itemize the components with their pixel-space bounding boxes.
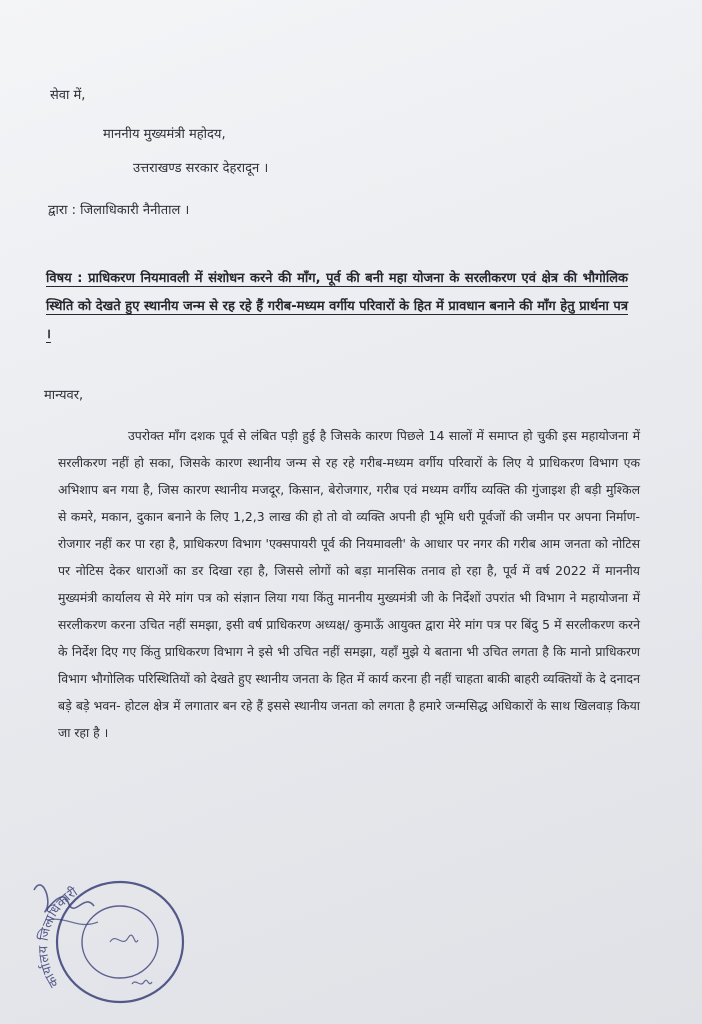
salutation: मान्यवर, bbox=[44, 388, 84, 403]
addressee-line-3: उत्तराखण्ड सरकार देहरादून । bbox=[133, 161, 269, 176]
stamp-text: कार्यालय जिलाधिकारी bbox=[36, 884, 81, 990]
office-stamp bbox=[28, 872, 188, 1012]
letter-body-text: उपरोक्त माँग दशक पूर्व से लंबित पड़ी हुई है जिसके कारण पिछले 14 सालों में समाप्त हो चुकी इस महायोजना में सरलीकरण नहीं हो सका, जिसके कारण स्थानीय जन्म से रह रहे गरीब-मध्यम वर्गीय परिवारों के लिए ये प्राधिकरण विभाग एक अभिशाप बन गया है, जिस कारण स्थानीय मजदूर, किसान, बेरोजगार, गरीब एवं मध्यम वर्गीय व्यक्ति की गुंजाइश ही बड़ी मुश्किल से कमरे, मकान, दुकान बनाने के लिए 1,2,3 लाख की हो तो वो व्यक्ति अपनी ही भूमि धरी पूर्वजों की जमीन पर अपना निर्माण-रोजगार नहीं कर पा रहा है, प्राधिकरण विभाग 'एक्सपायरी पूर्व की नियमावली' के आधार पर नगर की गरीब आम जनता को नोटिस पर नोटिस देकर धाराओं का डर दिखा रहा है, जिससे लोगों को बड़ा मानसिक तनाव हो रहा है, पूर्व में वर्ष 2022 में माननीय मुख्यमंत्री कार्यालय से मेरे मांग पत्र को संज्ञान लिया गया किंतु माननीय मुख्यमंत्री जी के निर्देशों उपरांत भी विभाग ने महायोजना में सरलीकरण करना उचित नहीं समझा, इसी वर्ष प्राधिकरण अध्यक्ष/ कुमाऊँ आयुक्त द्वारा मेरे मांग पत्र पर बिंदु 5 में सरलीकरण करने के निर्देश दिए गए किंतु प्राधिकरण विभाग ने इसे भी उचित नहीं समझा, यहाँ मुझे ये बताना भी उचित लगता है कि मानो प्राधिकरण विभाग भौगोलिक परिस्थितियों को देखते हुए स्थानीय जनता के हित में कार्य करना ही नहीं चाहता बाकी बाहरी व्यक्तियों के दे दनादन बड़े बड़े भवन- होटल क्षेत्र में लगातार बन रहे हैं इससे स्थानीय जनता को लगता है हमारे जन्मसिद्ध अधिकारों के साथ खिलवाड़ किया जा रहा है । bbox=[58, 428, 640, 740]
addressee-line-1: सेवा में, bbox=[50, 88, 86, 103]
letter-body bbox=[58, 422, 640, 746]
stamp-seal-icon bbox=[28, 872, 188, 1012]
subject-line: विषय : प्राधिकरण नियमावली में संशोधन करने की माँग, पूर्व की बनी महा योजना के सरलीकरण एवं क्षेत्र की भौगोलिक स्थिति को देखते हुए स्थानीय जन्म से रह रहे हैं गरीब-मध्यम वर्गीय परिवारों के हित में प्रावधान बनाने की माँग हेतु प्रार्थना पत्र । bbox=[46, 271, 628, 342]
addressee-line-2: माननीय मुख्यमंत्री महोदय, bbox=[103, 127, 226, 142]
via-line: द्वारा : जिलाधिकारी नैनीताल । bbox=[48, 203, 190, 218]
